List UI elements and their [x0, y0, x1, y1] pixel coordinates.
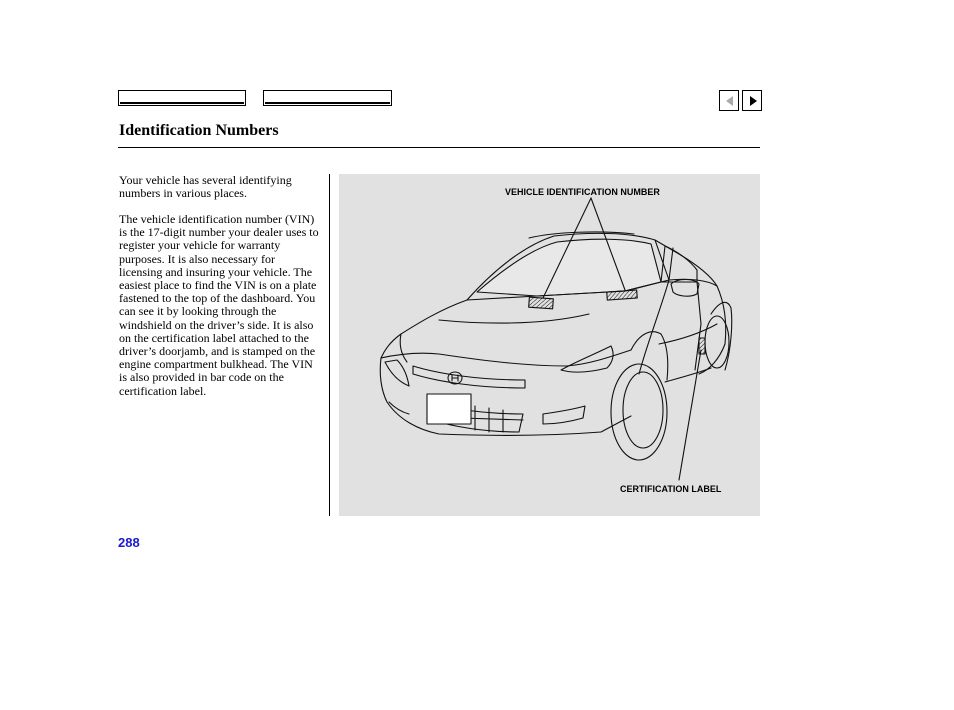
left-triangle-icon [720, 91, 740, 112]
nav-tab-1[interactable] [118, 90, 246, 106]
car-drawing [339, 174, 760, 516]
title-divider [118, 147, 760, 148]
column-divider [329, 174, 330, 516]
car-illustration [339, 174, 760, 516]
vin-paragraph: The vehicle identification number (VIN) is the 17-digit number your dealer uses to register your vehicle for warranty purposes. It is also necessary for licensing and insuring your vehicle. The easiest place to find the VIN is on a plate fastened to the top of the dashboard. You can see it by looking through the windshield on the driver’s side. It is also on the certification label attached to the driver’s doorjamb, and is stamped on the engine compartment bulkhead. The VIN is also provided in bar code on the certification label. [119, 212, 319, 398]
intro-paragraph: Your vehicle has several identifying numbers in various places. [119, 173, 292, 201]
right-triangle-icon [743, 91, 763, 112]
nav-tab-2[interactable] [263, 90, 392, 106]
previous-page-button[interactable] [719, 90, 739, 111]
next-page-button[interactable] [742, 90, 762, 111]
page-number: 288 [118, 535, 140, 550]
vin-callout-label: VEHICLE IDENTIFICATION NUMBER [505, 187, 660, 197]
certification-callout-label: CERTIFICATION LABEL [620, 484, 722, 494]
page-title: Identification Numbers [119, 122, 279, 139]
